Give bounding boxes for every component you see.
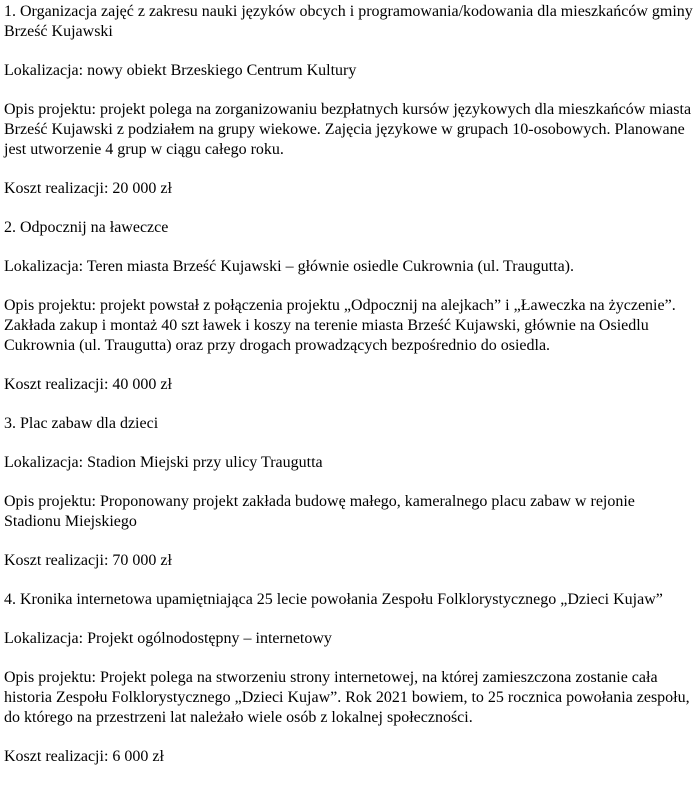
project-cost: Koszt realizacji: 20 000 zł — [4, 180, 172, 197]
project-description: Opis projektu: projekt polega na zorganizowaniu bezpłatnych kursów językowych dla mieszkańców miasta Brześć Kujawski z podziałem na grupy wiekowe. Zajęcia językowe w grupach 10-osobowych. Planowane jest utworzenie 4 grup w ciągu całego roku. — [4, 101, 692, 158]
project-location: Lokalizacja: Stadion Miejski przy ulicy Traugutta — [4, 454, 323, 471]
project-location: Lokalizacja: Projekt ogólnodostępny – internetowy — [4, 630, 332, 647]
project-title: 4. Kronika internetowa upamiętniająca 25 lecie powołania Zespołu Folklorystycznego „Dzieci Kujaw” — [4, 591, 663, 608]
project-cost: Koszt realizacji: 70 000 zł — [4, 552, 172, 569]
project-2 — [4, 218, 694, 395]
project-title: 3. Plac zabaw dla dzieci — [4, 415, 159, 432]
project-title: 1. Organizacja zajęć z zakresu nauki języków obcych i programowania/kodowania dla mieszkańców gminy Brześć Kujawski — [4, 3, 693, 40]
project-cost: Koszt realizacji: 40 000 zł — [4, 376, 172, 393]
project-cost: Koszt realizacji: 6 000 zł — [4, 748, 164, 765]
project-location: Lokalizacja: Teren miasta Brześć Kujawski – głównie osiedle Cukrownia (ul. Traugutta). — [4, 258, 574, 275]
project-4 — [4, 590, 694, 767]
project-description: Opis projektu: Proponowany projekt zakłada budowę małego, kameralnego placu zabaw w rejonie Stadionu Miejskiego — [4, 493, 635, 530]
project-3 — [4, 414, 694, 571]
project-description: Opis projektu: projekt powstał z połączenia projektu „Odpocznij na alejkach” i „Ławeczka na życzenie”. Zakłada zakup i montaż 40 szt ławek i koszy na terenie miasta Brześć Kujawski, głównie na Osiedlu Cukrownia (ul. Traugutta) oraz przy drogach prowadzących bezpośrednio do osiedla. — [4, 297, 676, 354]
project-description: Opis projektu: Projekt polega na stworzeniu strony internetowej, na której zamieszczona zostanie cała historia Zespołu Folklorystycznego „Dzieci Kujaw”. Rok 2021 bowiem, to 25 rocznica powołania zespołu, do którego na przestrzeni lat należało wiele osób z lokalnej społeczności. — [4, 669, 690, 726]
project-location: Lokalizacja: nowy obiekt Brzeskiego Centrum Kultury — [4, 62, 357, 79]
project-title: 2. Odpocznij na ławeczce — [4, 219, 169, 236]
project-1 — [4, 2, 694, 199]
